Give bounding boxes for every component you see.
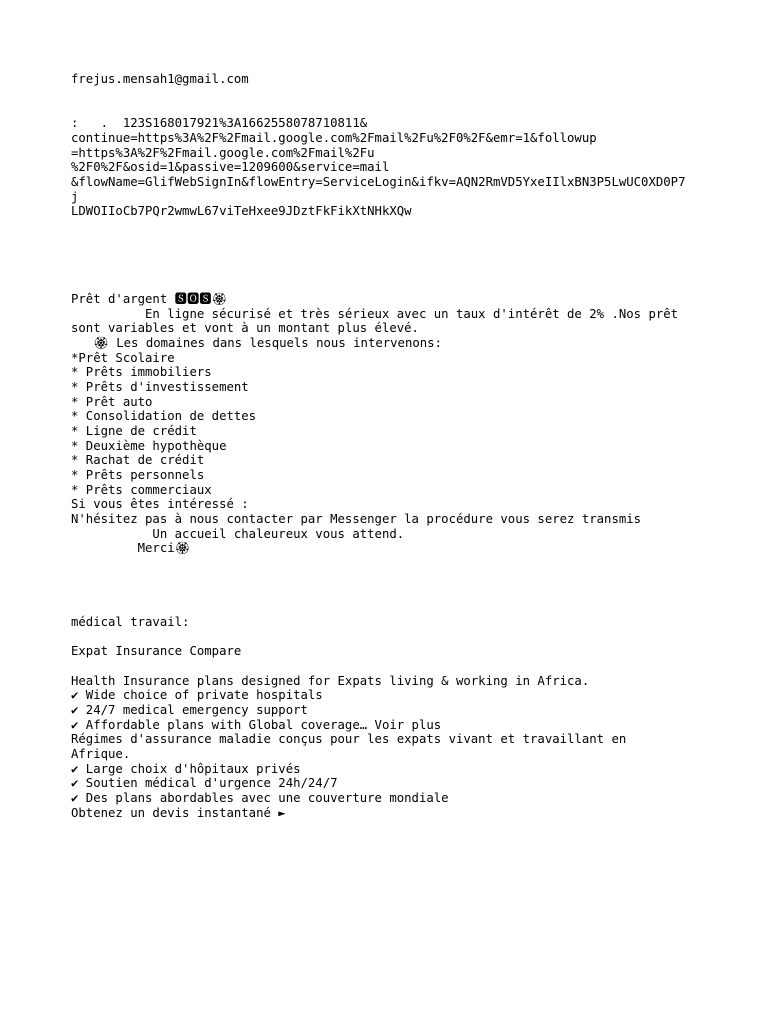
loan-text-line: N'hésitez pas à nous contacter par Messenger la procédure vous serez transmis	[71, 512, 642, 526]
insurance-text-line: Afrique.	[71, 747, 131, 761]
loan-list-item: * Prêts commerciaux	[71, 483, 212, 497]
insurance-text-line: Health Insurance plans designed for Expats living & working in Africa.	[71, 674, 590, 688]
loan-text-line: sont variables et vont à un montant plus élevé.	[71, 321, 419, 335]
loan-list-item: * Prêts d'investissement	[71, 380, 249, 394]
insurance-check-item: ✔ Wide choice of private hospitals	[71, 688, 323, 702]
loan-list-item: *Prêt Scolaire	[71, 351, 175, 365]
loan-list-item: * Consolidation de dettes	[71, 409, 257, 423]
loan-text-line: Merci🏵	[71, 541, 191, 555]
insurance-title: Expat Insurance Compare	[71, 644, 242, 658]
insurance-check-item: ✔ Affordable plans with Global coverage… Voir plus	[71, 718, 442, 732]
insurance-check-item: ✔ 24/7 medical emergency support	[71, 703, 308, 717]
insurance-quote-line: Obtenez un devis instantané ►	[71, 806, 286, 820]
insurance-check-item: ✔ Large choix d'hôpitaux privés	[71, 762, 301, 776]
url-line: j	[71, 190, 79, 204]
url-line: %2F0%2F&osid=1&passive=1209600&service=mail	[71, 160, 390, 174]
loan-list-item: * Deuxième hypothèque	[71, 439, 227, 453]
loan-list-item: * Prêt auto	[71, 395, 153, 409]
loan-text-line: Un accueil chaleureux vous attend.	[71, 527, 405, 541]
url-line: LDWOIIoCb7PQr2wmwL67viTeHxee9JDztFkFikXtNHkXQw	[71, 204, 412, 218]
insurance-check-item: ✔ Soutien médical d'urgence 24h/24/7	[71, 776, 338, 790]
loan-title: Prêt d'argent 🆂🅾🆂🏵	[71, 292, 228, 306]
insurance-check-item: ✔ Des plans abordables avec une couverture mondiale	[71, 791, 449, 805]
insurance-text-line: Régimes d'assurance maladie conçus pour les expats vivant et travaillant en	[71, 732, 627, 746]
loan-list-item: * Rachat de crédit	[71, 453, 205, 467]
loan-list-item: * Ligne de crédit	[71, 424, 197, 438]
loan-text-line: Si vous êtes intéressé :	[71, 497, 249, 511]
loan-text-line: En ligne sécurisé et très sérieux avec un taux d'intérêt de 2% .Nos prêt	[71, 307, 679, 321]
email-address: frejus.mensah1@gmail.com	[71, 72, 249, 86]
url-line: &flowName=GlifWebSignIn&flowEntry=ServiceLogin&ifkv=AQN2RmVD5YxeIIlxBN3P5LwUC0XD0P7	[71, 175, 686, 189]
url-line: =https%3A%2F%2Fmail.google.com%2Fmail%2Fu	[71, 146, 375, 160]
medical-heading: médical travail:	[71, 615, 190, 629]
loan-list-item: * Prêts immobiliers	[71, 365, 212, 379]
url-line: : . 123S168017921%3A1662558078710811&	[71, 116, 368, 130]
loan-text-line: 🏵 Les domaines dans lesquels nous intervenons:	[71, 336, 442, 350]
url-line: continue=https%3A%2F%2Fmail.google.com%2Fmail%2Fu%2F0%2F&emr=1&followup	[71, 131, 597, 145]
loan-list-item: * Prêts personnels	[71, 468, 205, 482]
